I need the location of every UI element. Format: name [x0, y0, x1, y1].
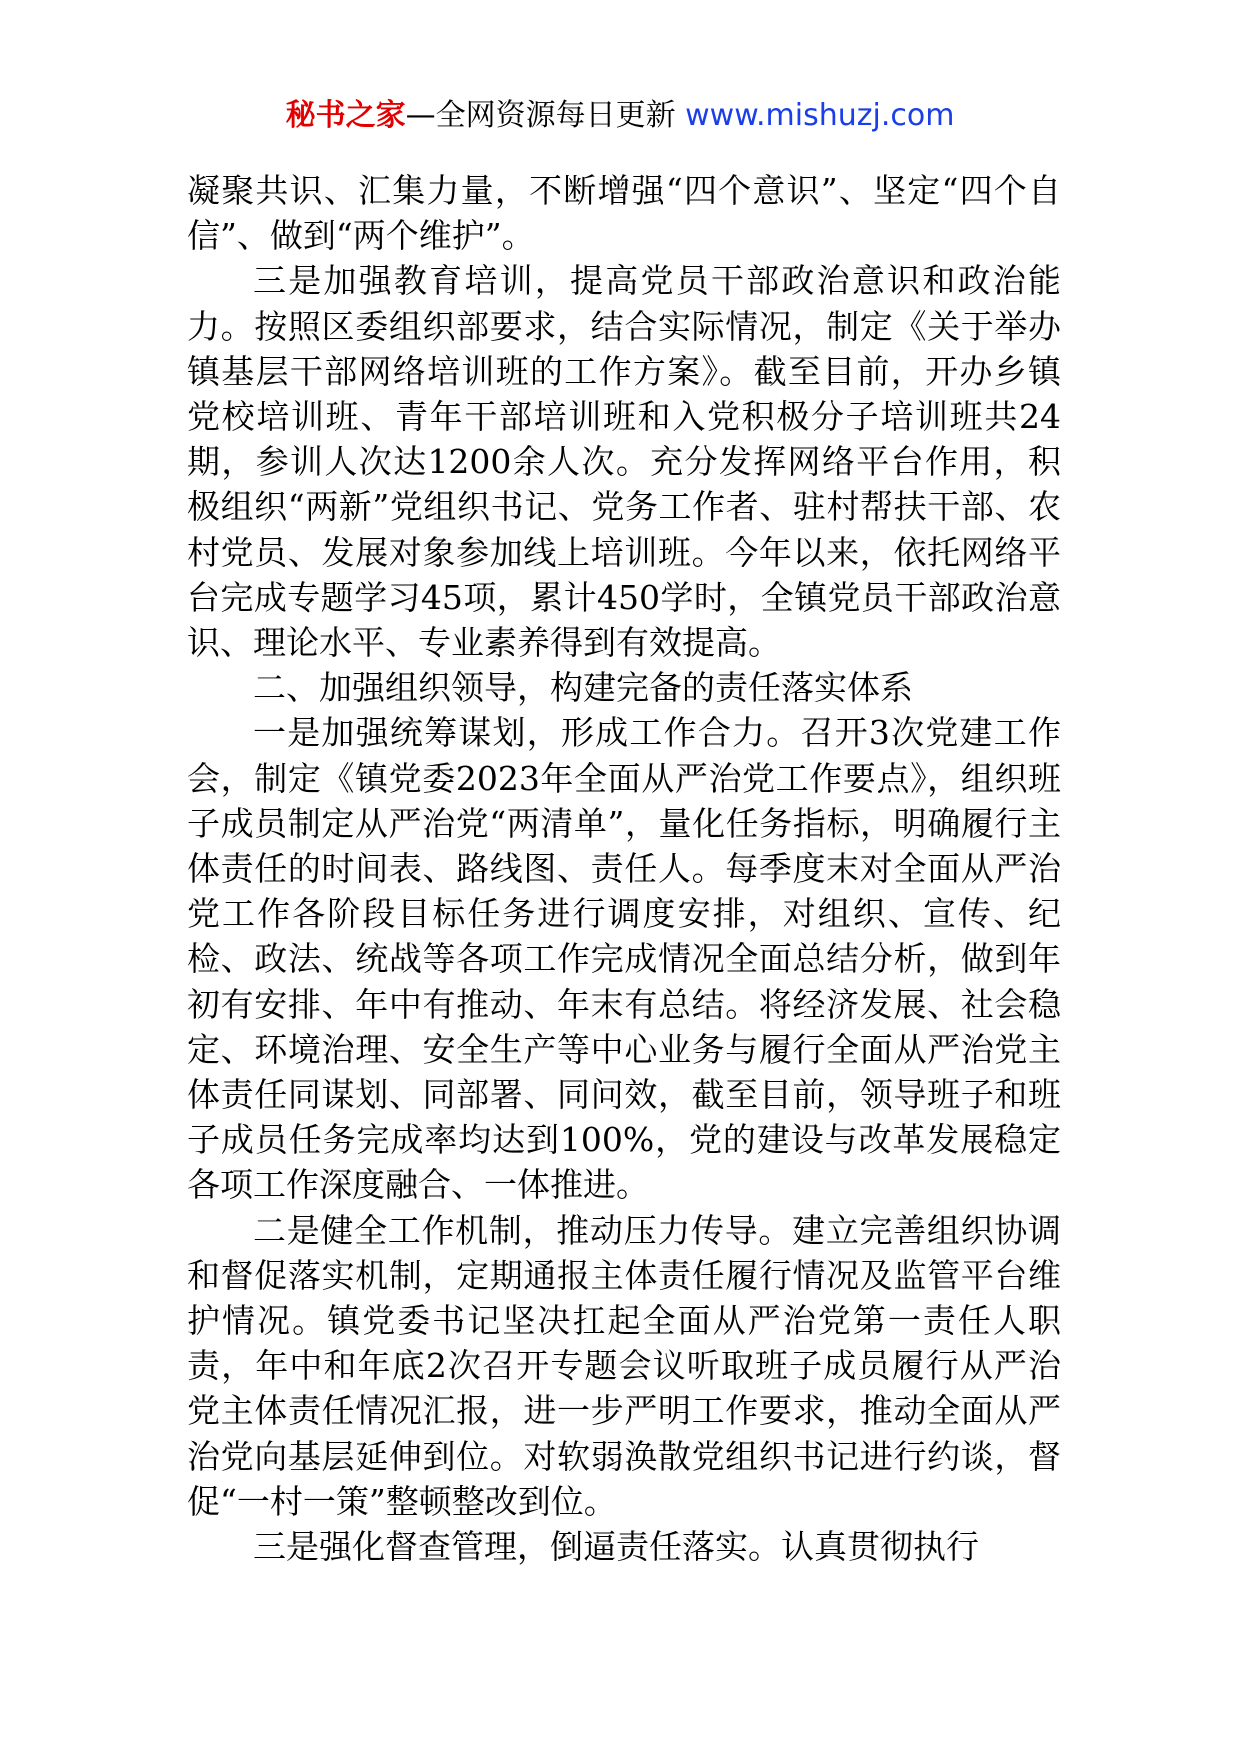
- document-body: [187, 168, 1061, 1569]
- paragraph: 一是加强统筹谋划，形成工作合力。召开3次党建工作会，制定《镇党委2023年全面从严治党工作要点》，组织班子成员制定从严治党“两清单”，量化任务指标，明确履行主体责任的时间表、路线图、责任人。每季度末对全面从严治党工作各阶段目标任务进行调度安排，对组织、宣传、纪检、政法、统战等各项工作完成情况全面总结分析，做到年初有安排、年中有推动、年末有总结。将经济发展、社会稳定、环境治理、安全生产等中心业务与履行全面从严治党主体责任同谋划、同部署、同问效，截至目前，领导班子和班子成员任务完成率均达到100%，党的建设与改革发展稳定各项工作深度融合、一体推进。: [187, 713, 1061, 1205]
- paragraph: 三是强化督查管理，倒逼责任落实。认真贯彻执行: [253, 1527, 979, 1567]
- header-tagline: —全网资源每日更新: [405, 98, 686, 133]
- site-header: [0, 96, 1240, 136]
- paragraph: 二是健全工作机制，推动压力传导。建立完善组织协调和督促落实机制，定期通报主体责任履行情况及监管平台维护情况。镇党委书记坚决扛起全面从严治党第一责任人职责，年中和年底2次召开专题会议听取班子成员履行从严治党主体责任情况汇报，进一步严明工作要求，推动全面从严治党向基层延伸到位。对软弱涣散党组织书记进行约谈，督促“一村一策”整顿整改到位。: [187, 1210, 1061, 1521]
- site-url-link[interactable]: www.mishuzj.com: [685, 98, 955, 133]
- paragraph: 凝聚共识、汇集力量，不断增强“四个意识”、坚定“四个自信”、做到“两个维护”。: [187, 171, 1061, 256]
- paragraph: 三是加强教育培训，提高党员干部政治意识和政治能力。按照区委组织部要求，结合实际情况，制定《关于举办镇基层干部网络培训班的工作方案》。截至目前，开办乡镇党校培训班、青年干部培训班和入党积极分子培训班共24期，参训人次达1200余人次。充分发挥网络平台作用，积极组织“两新”党组织书记、党务工作者、驻村帮扶干部、农村党员、发展对象参加线上培训班。今年以来，依托网络平台完成专题学习45项，累计450学时，全镇党员干部政治意识、理论水平、专业素养得到有效提高。: [187, 261, 1061, 663]
- section-heading: 二、加强组织领导，构建完备的责任落实体系: [253, 668, 913, 708]
- brand-name: 秘书之家: [285, 98, 406, 133]
